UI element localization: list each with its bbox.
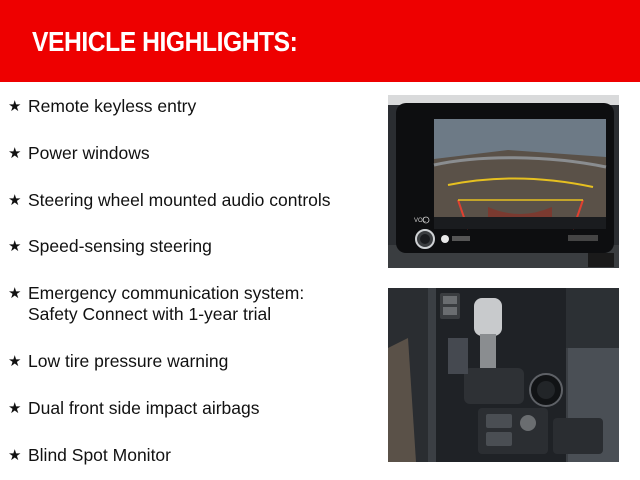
star-icon: ★ bbox=[8, 284, 22, 302]
feature-item bbox=[8, 283, 368, 325]
feature-item bbox=[8, 190, 368, 211]
feature-item bbox=[8, 351, 368, 372]
feature-text bbox=[28, 283, 368, 325]
feature-text: Power windows bbox=[28, 143, 150, 163]
star-icon: ★ bbox=[8, 144, 22, 162]
feature-item bbox=[8, 445, 368, 466]
star-icon: ★ bbox=[8, 446, 22, 464]
feature-text-line: Emergency communication system: bbox=[28, 283, 305, 303]
feature-text-line: Safety Connect with 1-year trial bbox=[28, 304, 272, 324]
volume-label: VOL bbox=[414, 218, 427, 224]
feature-item bbox=[8, 96, 368, 117]
infotainment-photo bbox=[388, 95, 619, 268]
star-icon: ★ bbox=[8, 399, 22, 417]
star-icon: ★ bbox=[8, 191, 22, 209]
feature-item bbox=[8, 236, 368, 257]
feature-item bbox=[8, 398, 368, 419]
feature-text: Low tire pressure warning bbox=[28, 351, 229, 371]
feature-text: Steering wheel mounted audio controls bbox=[28, 190, 331, 210]
star-icon: ★ bbox=[8, 352, 22, 370]
page-title: VEHICLE HIGHLIGHTS: bbox=[32, 26, 298, 57]
feature-item bbox=[8, 143, 368, 164]
feature-text: Remote keyless entry bbox=[28, 96, 197, 116]
feature-text: Dual front side impact airbags bbox=[28, 398, 260, 418]
console-photo bbox=[388, 288, 619, 462]
header-banner bbox=[0, 0, 640, 82]
star-icon: ★ bbox=[8, 237, 22, 255]
feature-text: Blind Spot Monitor bbox=[28, 445, 171, 465]
star-icon: ★ bbox=[8, 97, 22, 115]
feature-text: Speed-sensing steering bbox=[28, 236, 212, 256]
